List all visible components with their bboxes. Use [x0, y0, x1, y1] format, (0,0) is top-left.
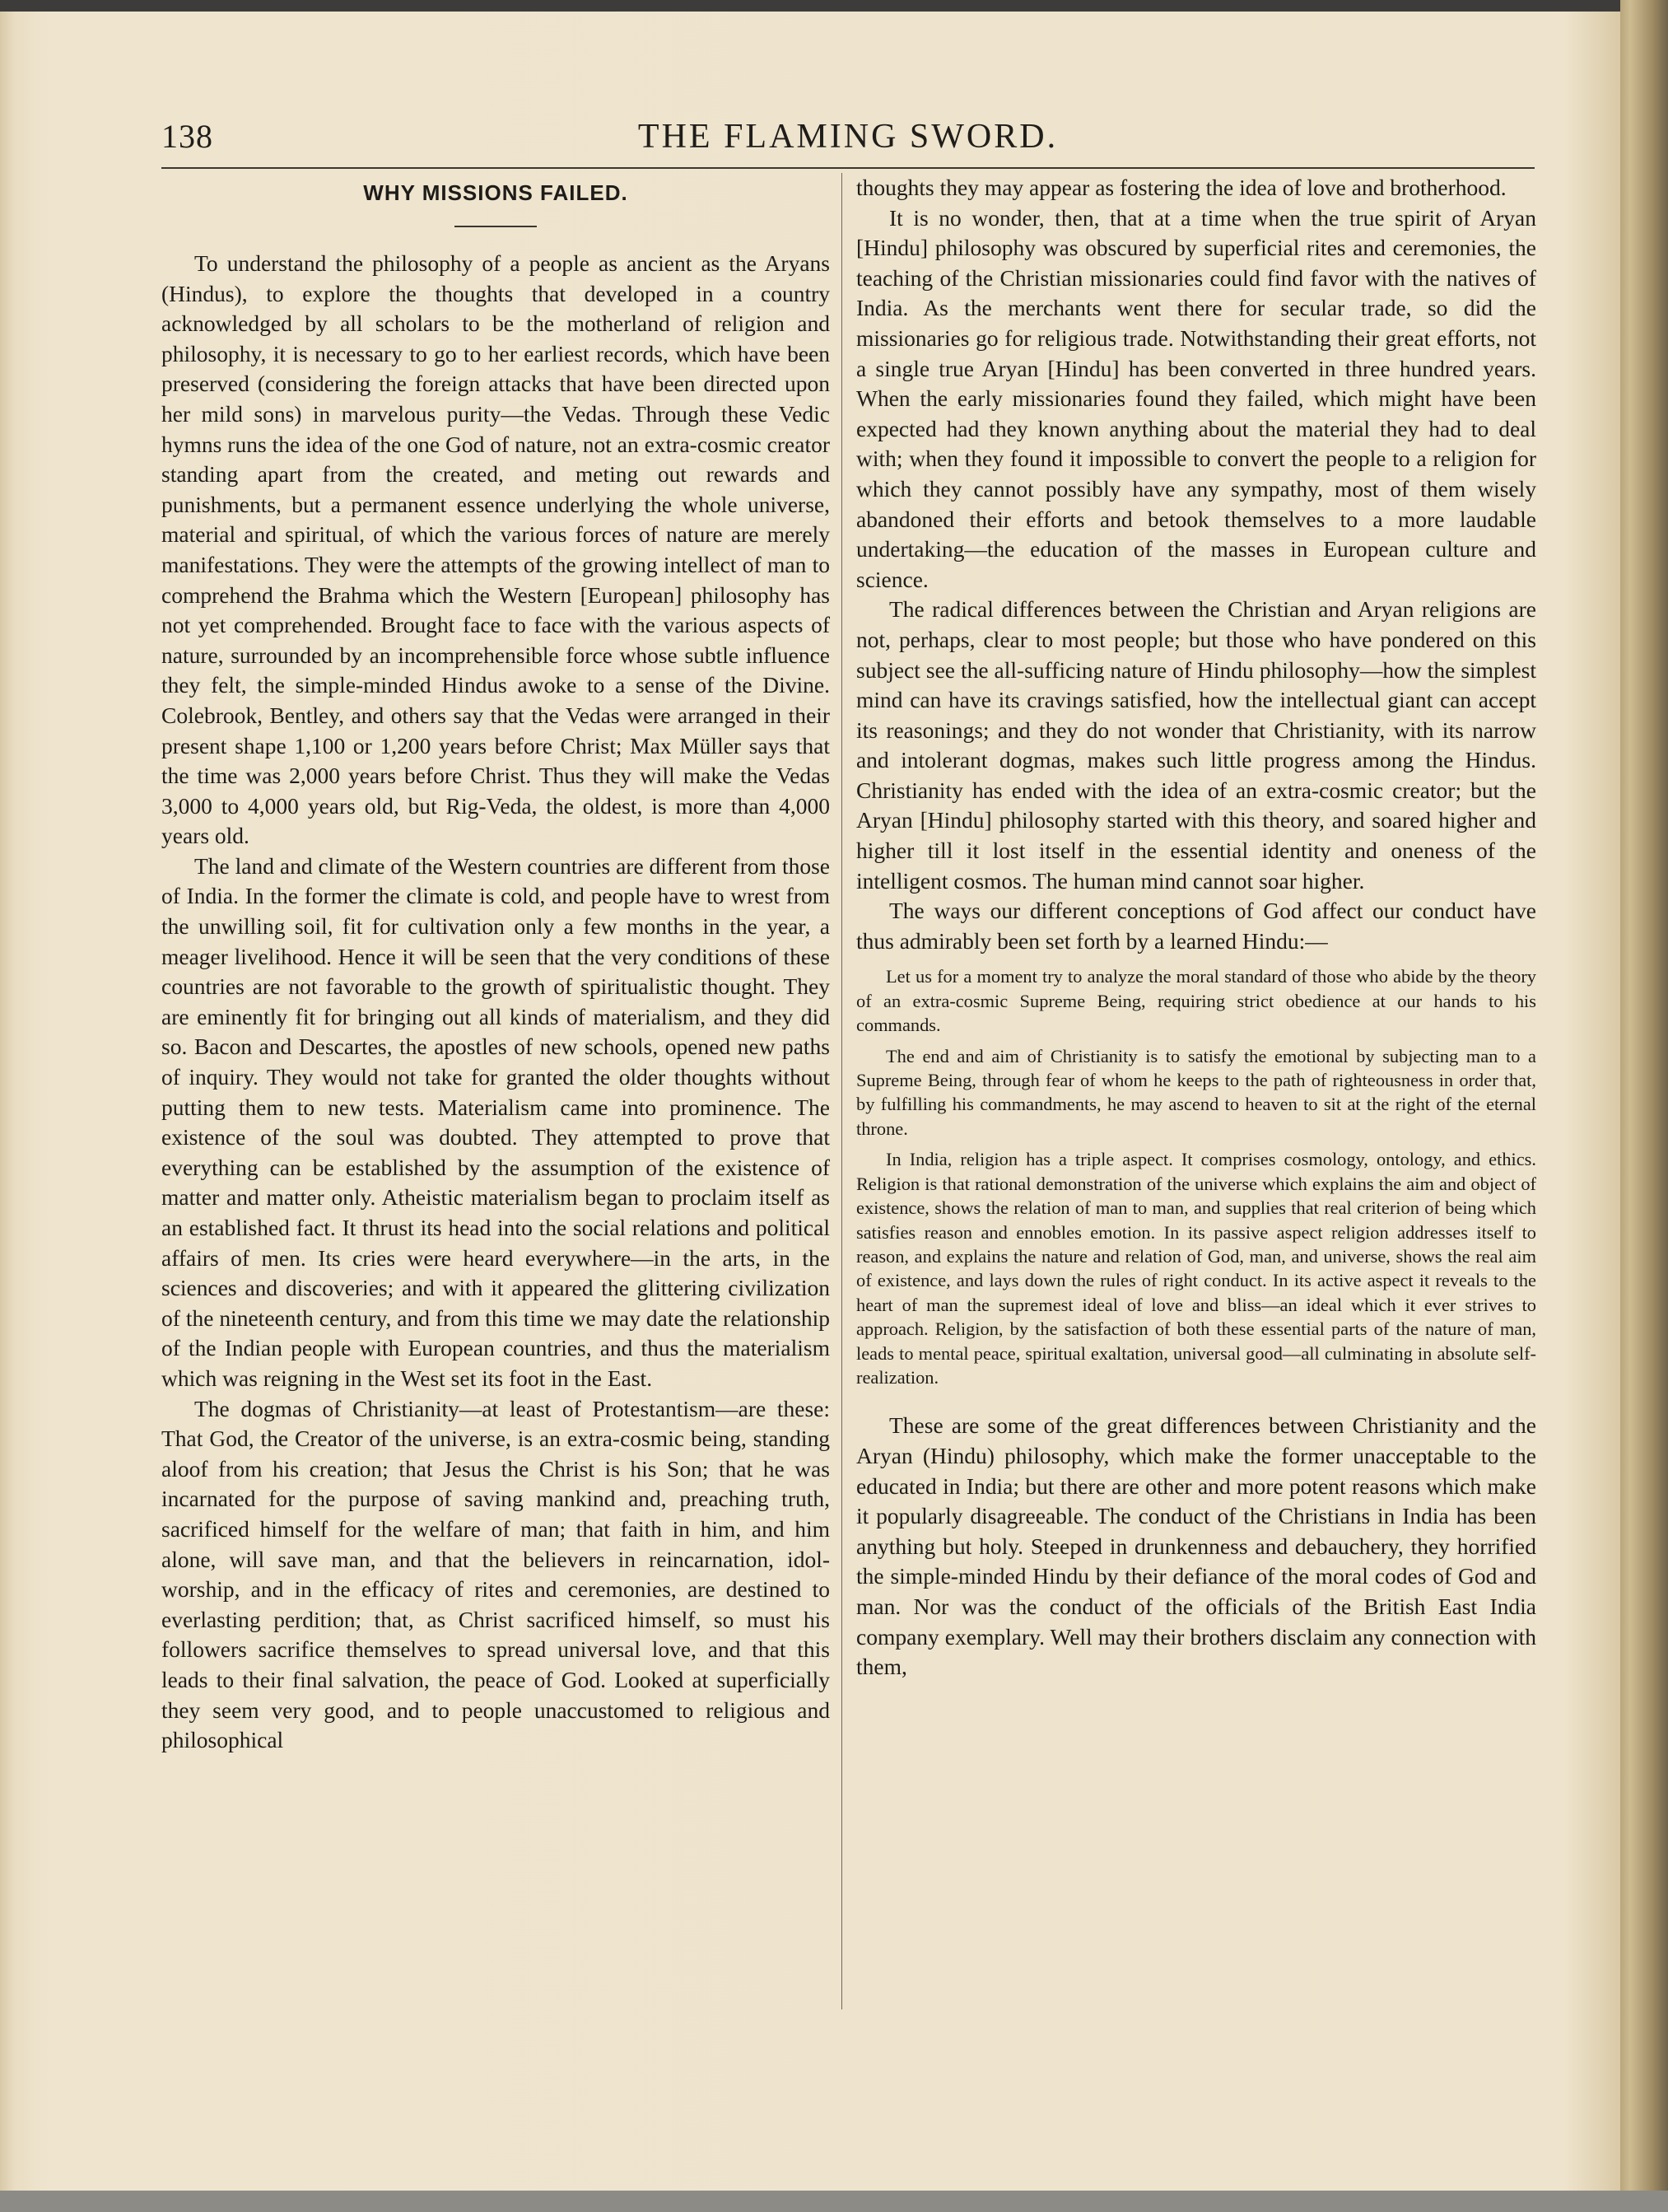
body-paragraph: The land and climate of the Western countries are different from those of India. In the former the climate is cold, and people have to wrest from the unwilling soil, fit for cultivation only a few months in the year, a meager livelihood. Hence it will be seen that the very conditions of these countries are not favorable to the growth of spiritualistic thought. They are eminently fit for bringing out all kinds of materialism, and they did so. Bacon and Descartes, the apostles of new schools, opened new paths of inquiry. They would not take for granted the older thoughts without putting them to new tests. Materialism came into prominence. The existence of the soul was doubted. They attempted to prove that everything can be established by the assumption of the existence of matter and matter only. Atheistic materialism began to proclaim itself as an established fact. It thrust its head into the social relations and political affairs of men. Its cries were heard everywhere—in the arts, in the sciences and discoveries; and with it appeared the glittering civilization of the nineteenth century, and from this time we may date the relationship of the Indian people with European countries, and thus the materialism which was reigning in the West set its foot in the East. [161, 852, 830, 1391]
article-title: WHY MISSIONS FAILED. [363, 180, 628, 205]
body-paragraph: The radical differences between the Christian and Aryan religions are not, perhaps, clear to most people; but those who have pondered on this subject see the all-sufficing nature of Hindu philosophy—how the simplest mind can have its cravings satisfied, how the intellectual giant can accept its reasonings; and they do not wonder that Christianity, with its narrow and intolerant dogmas, makes such little progress among the Hindus. Christianity has ended with the idea of an extra-cosmic creator; but the Aryan [Hindu] philosophy started with this theory, and soared higher and higher till it lost itself in the essential identity and oneness of the intelligent cosmos. The human mind cannot soar higher. [856, 596, 1536, 894]
left-column [161, 173, 830, 1756]
book-spine [1620, 0, 1668, 2212]
body-paragraph: The ways our different conceptions of God affect our conduct have thus admirably been set forth by a learned Hindu:— [856, 898, 1536, 954]
page-number: 138 [161, 118, 213, 155]
body-paragraph: thoughts they may appear as fostering the idea of love and brotherhood. [856, 175, 1507, 200]
running-title: THE FLAMING SWORD. [637, 118, 1059, 156]
scan-bottom-edge [0, 2191, 1668, 2212]
column-divider [841, 173, 842, 2009]
title-rule [454, 226, 537, 227]
body-paragraph: The dogmas of Christianity—at least of Protestantism—are these: That God, the Creator of the universe, is an extra-cosmic being, standing aloof from his creation; that Jesus the Christ is his Son; that he was incarnated for the purpose of saving mankind and, preaching truth, sacrificed himself for the welfare of man; that faith in him, and him alone, will save man, and that the believers in reincarnation, idol-worship, and in the efficacy of rites and ceremonies, are destined to everlasting perdition; that, as Christ sacrificed himself, so must his followers sacrifice themselves to spread universal love, and that this leads to their final salvation, the peace of God. Looked at superficially they seem very good, and to people unaccustomed to religious and philosophical [161, 1395, 830, 1753]
right-column [856, 173, 1536, 1682]
body-paragraph: It is no wonder, then, that at a time when the true spirit of Aryan [Hindu] philosophy was obscured by superficial rites and ceremonies, the teaching of the Christian missionaries could find favor with the natives of India. As the merchants went there for secular trade, so did the missionaries go for religious trade. Notwithstanding their great efforts, not a single true Aryan [Hindu] has been converted in three hundred years. When the early missionaries found they failed, which might have been expected had they known anything about the material they had to deal with; when they found it impossible to convert the people to a religion for which they cannot possibly have any sympathy, most of them wisely abandoned their efforts and betook themselves to a more laudable undertaking—the education of the masses in European culture and science. [856, 204, 1536, 592]
page-header [161, 114, 1535, 168]
header-rule [161, 167, 1535, 169]
quote-paragraph: Let us for a moment try to analyze the moral standard of those who abide by the theory of an extra-cosmic Supreme Being, requiring strict obedience at our hands to his commands. [856, 966, 1536, 1036]
quote-paragraph: In India, religion has a triple aspect. It comprises cosmology, ontology, and ethics. Religion is that rational demonstration of the universe which explains the aim and object of existence, shows the relation of man to man, and supplies that real criterion of being which satisfies reason and ennobles emotion. In its passive aspect religion addresses itself to reason, and explains the nature and relation of God, man, and universe, shows the real aim of existence, and lays down the rules of right conduct. In its active aspect it reveals to the heart of man the supremest ideal of love and bliss—an ideal which it ever strives to approach. Religion, by the satisfaction of both these essential parts of the nature of man, leads to mental peace, spiritual exaltation, universal good—all culminating in absolute self-realization. [856, 1149, 1536, 1388]
quote-paragraph: The end and aim of Christianity is to satisfy the emotional by subjecting man to a Supreme Being, through fear of whom he keeps to the path of righteousness in order that, by fulfilling his commandments, he may ascend to heaven to sit at the right of the eternal throne. [856, 1045, 1536, 1139]
body-paragraph: To understand the philosophy of a people as ancient as the Aryans (Hindus), to explore the thoughts that developed in a country acknowledged by all scholars to be the motherland of religion and philosophy, it is necessary to go to her earliest records, which have been preserved (considering the foreign attacks that have been directed upon her mild sons) in marvelous purity—the Vedas. Through these Vedic hymns runs the idea of the one God of nature, not an extra-cosmic creator standing apart from the created, and meting out rewards and punishments, but a permanent essence underlying the whole universe, material and spiritual, of which the various forces of nature are merely manifestations. They were the attempts of the growing intellect of man to comprehend the Brahma which the Western [European] philosophy has not yet comprehended. Brought face to face with the various aspects of nature, surrounded by an incomprehensible force whose subtle influence they felt, the simple-minded Hindus awoke to a sense of the Divine. Colebrook, Bentley, and others say that the Vedas were arranged in their present shape 1,100 or 1,200 years before Christ; Max Müller says that the time was 2,000 years before Christ. Thus they will make the Vedas 3,000 to 4,000 years old, but Rig-Veda, the oldest, is more than 4,000 years old. [161, 250, 830, 849]
body-paragraph: These are some of the great differences between Christianity and the Aryan (Hindu) philosophy, which make the former unacceptable to the educated in India; but there are other and more potent reasons which make it popularly disagreeable. The conduct of the Christians in India has been anything but holy. Steeped in drunkenness and debauchery, they horrified the simple-minded Hindu by their defiance of the moral codes of God and man. Nor was the conduct of the officials of the British East India company exemplary. Well may their brothers disclaim any connection with them, [856, 1412, 1536, 1680]
